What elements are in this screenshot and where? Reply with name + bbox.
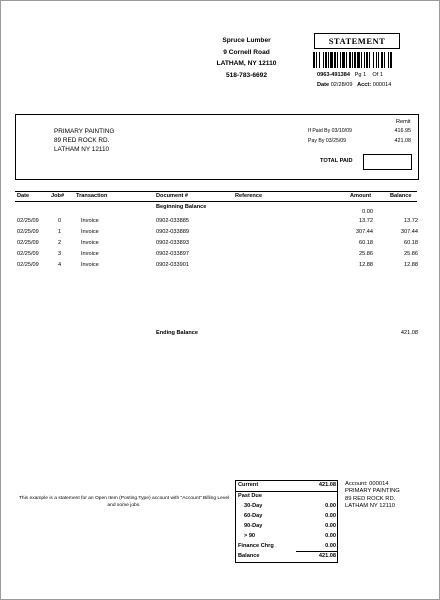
barcode-bar bbox=[390, 52, 392, 68]
account-number: 000014 bbox=[372, 81, 392, 88]
col-balance: Balance bbox=[390, 193, 412, 199]
row-amount: 25.86 bbox=[359, 251, 373, 257]
barcode-bar bbox=[316, 52, 317, 68]
aging-balance-value: 421.08 bbox=[318, 553, 336, 559]
statement-title: STATEMENT bbox=[314, 33, 400, 49]
aging-finance-label: Finance Chrg bbox=[238, 543, 274, 549]
company-street: 9 Cornell Road bbox=[223, 48, 270, 56]
page-of-label: Of bbox=[372, 72, 379, 78]
barcode-bar bbox=[376, 52, 377, 68]
aging-60-label: 60-Day bbox=[244, 513, 263, 519]
row-transaction: Invoice bbox=[81, 229, 99, 235]
barcode-bar bbox=[323, 52, 324, 68]
row-amount: 12.88 bbox=[359, 262, 373, 268]
aging-past-due-label: Past Due bbox=[238, 493, 262, 499]
statement-meta bbox=[317, 71, 391, 90]
row-balance: 25.86 bbox=[404, 251, 418, 257]
barcode-bar bbox=[313, 52, 315, 68]
barcode-bar bbox=[381, 52, 383, 68]
barcode-bar bbox=[340, 52, 341, 68]
company-phone: 518-783-6692 bbox=[225, 71, 268, 79]
barcode-bar bbox=[364, 52, 365, 68]
statement-date: 02/28/09 bbox=[330, 81, 353, 88]
barcode-bar bbox=[384, 52, 385, 68]
row-transaction: Invoice bbox=[81, 240, 99, 246]
barcode-bar bbox=[352, 52, 353, 68]
col-reference: Reference bbox=[235, 193, 263, 199]
barcode-bar bbox=[346, 52, 347, 68]
col-amount: Amount bbox=[350, 193, 372, 199]
row-document: 0902-033885 bbox=[156, 218, 189, 224]
account-footer-line: Account: 000014 bbox=[345, 481, 389, 487]
row-document: 0902-033889 bbox=[156, 229, 189, 235]
aging-balance bbox=[236, 552, 337, 562]
barcode-bar bbox=[342, 52, 345, 68]
bill-to-street: 89 RED ROCK RD. bbox=[54, 137, 110, 144]
row-job: 3 bbox=[58, 251, 62, 257]
bill-to-name: PRIMARY PAINTING bbox=[54, 128, 115, 135]
row-transaction: Invoice bbox=[81, 218, 99, 224]
aging-60-value: 0.00 bbox=[325, 513, 336, 519]
row-date: 02/25/09 bbox=[17, 229, 39, 235]
barcode-bar bbox=[319, 52, 320, 68]
beginning-balance-label: Beginning Balance bbox=[156, 204, 207, 210]
barcode-bar bbox=[325, 52, 327, 68]
barcode-bar bbox=[357, 52, 360, 68]
aging-90-value: 0.00 bbox=[325, 523, 336, 529]
company-name: Spruce Lumber bbox=[222, 37, 271, 44]
row-amount: 60.18 bbox=[359, 240, 373, 246]
barcode bbox=[313, 52, 407, 68]
remit-label-due: Pay By 03/25/09 bbox=[308, 138, 347, 144]
aging-90-label: 90-Day bbox=[244, 523, 263, 529]
row-date: 02/25/09 bbox=[17, 240, 39, 246]
row-document: 0902-033901 bbox=[156, 262, 189, 268]
aging-current bbox=[236, 481, 337, 491]
barcode-bar bbox=[378, 52, 379, 68]
row-job: 1 bbox=[58, 229, 62, 235]
row-document: 0902-033897 bbox=[156, 251, 189, 257]
date-label: Date bbox=[317, 81, 330, 88]
row-date: 02/25/09 bbox=[17, 262, 39, 268]
account-footer-street: 89 RED ROCK RD. bbox=[345, 495, 396, 502]
company-city: LATHAM, NY 12110 bbox=[216, 60, 277, 67]
aging-90 bbox=[236, 522, 337, 532]
col-transaction: Transaction bbox=[76, 193, 108, 199]
barcode-bar bbox=[349, 52, 351, 68]
barcode-bar bbox=[330, 52, 333, 68]
total-paid-field[interactable] bbox=[363, 154, 412, 170]
row-date: 02/25/09 bbox=[17, 251, 39, 257]
row-balance: 12.88 bbox=[404, 262, 418, 268]
barcode-bar bbox=[337, 52, 338, 68]
account-label: Acct: bbox=[357, 81, 372, 88]
aging-over90-value: 0.00 bbox=[325, 533, 336, 539]
col-date: Date bbox=[17, 193, 30, 199]
aging-30-label: 30-Day bbox=[244, 503, 263, 509]
aging-balance-label: Balance bbox=[238, 553, 260, 559]
aging-30 bbox=[236, 502, 337, 512]
aging-summary bbox=[235, 480, 338, 563]
aging-current-label: Current bbox=[238, 482, 259, 488]
ending-balance-amount: 421.08 bbox=[400, 330, 418, 336]
bill-to-city: LATHAM NY 12110 bbox=[54, 146, 110, 153]
company-header bbox=[199, 35, 294, 81]
barcode-bar bbox=[366, 52, 368, 68]
page-number: 1 bbox=[363, 72, 367, 78]
aging-over90 bbox=[236, 532, 337, 542]
barcode-bar bbox=[361, 52, 362, 68]
row-date: 02/25/09 bbox=[17, 218, 39, 224]
row-amount: 13.72 bbox=[359, 218, 373, 224]
page-label: Pg bbox=[354, 72, 362, 78]
account-footer-city: LATHAM NY 12110 bbox=[345, 503, 395, 510]
col-job: Job# bbox=[51, 193, 65, 199]
remit-label-early: If Paid By 03/10/09 bbox=[308, 128, 352, 134]
row-transaction: Invoice bbox=[81, 262, 99, 268]
row-amount: 307.44 bbox=[355, 229, 373, 235]
aging-30-value: 0.00 bbox=[325, 503, 336, 509]
barcode-bar bbox=[354, 52, 356, 68]
beginning-balance-amount: 0.00 bbox=[362, 209, 373, 215]
row-transaction: Invoice bbox=[81, 251, 99, 257]
row-job: 2 bbox=[58, 240, 62, 246]
col-document: Document # bbox=[156, 193, 189, 199]
ending-balance-label: Ending Balance bbox=[156, 330, 198, 336]
footer-note: This example is a statement for an Open Item (Posting Type) account with "Account" Billing Level and some jobs. bbox=[18, 496, 230, 508]
barcode-bar bbox=[328, 52, 329, 68]
remit-title: Remit bbox=[396, 119, 411, 125]
statement-number: 0963-491384 bbox=[317, 72, 350, 78]
row-balance: 307.44 bbox=[400, 229, 418, 235]
page-total: 1 bbox=[379, 72, 383, 78]
remit-value-due: 421.08 bbox=[394, 138, 411, 144]
aging-finance-value: 0.00 bbox=[325, 543, 336, 549]
aging-60 bbox=[236, 512, 337, 522]
barcode-bar bbox=[373, 52, 374, 68]
row-job: 4 bbox=[58, 262, 62, 268]
aging-past-due bbox=[236, 492, 337, 502]
account-footer-name: PRIMARY PAINTING bbox=[345, 488, 400, 495]
barcode-bar bbox=[369, 52, 370, 68]
barcode-bar bbox=[388, 52, 389, 68]
barcode-bar bbox=[334, 52, 336, 68]
row-balance: 60.18 bbox=[404, 240, 418, 246]
total-paid-label: TOTAL PAID bbox=[320, 158, 353, 164]
account-footer-address bbox=[345, 481, 400, 511]
remit-value-early: 416.95 bbox=[394, 128, 411, 134]
aging-current-value: 421.08 bbox=[318, 482, 336, 488]
aging-over90-label: > 90 bbox=[244, 533, 256, 539]
row-balance: 13.72 bbox=[404, 218, 418, 224]
row-job: 0 bbox=[58, 218, 62, 224]
row-document: 0902-033893 bbox=[156, 240, 189, 246]
bill-to-address bbox=[54, 127, 114, 154]
